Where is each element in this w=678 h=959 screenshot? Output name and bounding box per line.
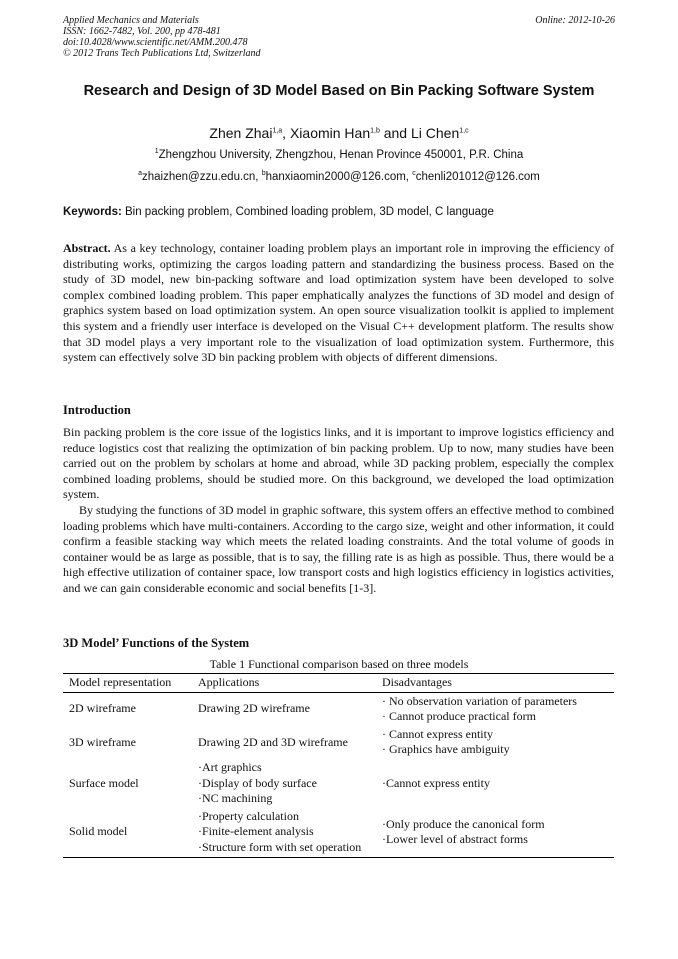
applications-cell [192, 759, 376, 808]
author-sup: 1,a [272, 127, 283, 135]
journal-header [63, 15, 261, 59]
author-separator: , [282, 125, 290, 141]
email-sup: a [138, 170, 142, 178]
disadvantages-cell [376, 808, 614, 857]
section-heading-3d-model: 3D Model’ Functions of the System [63, 636, 250, 650]
issn-line: ISSN: 1662-7482, Vol. 200, pp 478-481 [63, 26, 221, 37]
keywords-label: Keywords: [63, 206, 122, 218]
doi-line: doi:10.4028/www.scientific.net/AMM.200.478 [63, 37, 248, 48]
cell-line: · Cannot express entity [382, 726, 493, 741]
comparison-table [63, 673, 614, 858]
author-sup: 1,c [459, 127, 469, 135]
cell-line: ·Property calculation [198, 808, 299, 823]
table-header-row [63, 674, 614, 693]
online-date: Online: 2012-10-26 [535, 15, 615, 26]
cell-line: ·Structure form with set operation [198, 839, 362, 854]
cell-line: · No observation variation of parameters [382, 693, 577, 708]
column-header: Disadvantages [376, 674, 614, 693]
cell-line: ·Display of body surface [198, 775, 317, 790]
model-cell: 2D wireframe [69, 701, 136, 716]
author-list [0, 125, 678, 141]
email: chenli201012@126.com [415, 171, 540, 183]
journal-name: Applied Mechanics and Materials [63, 15, 199, 26]
cell-line: ·Art graphics [198, 759, 262, 774]
affiliation-text: Zhengzhou University, Zhengzhou, Henan Province 450001, P.R. China [158, 149, 524, 161]
model-cell: Solid model [63, 808, 192, 857]
table-row [63, 759, 614, 808]
disadvantages-cell [376, 759, 614, 808]
email: zhaizhen@zzu.edu.cn, [141, 171, 262, 183]
author-name: Xiaomin Han [289, 125, 371, 141]
applications-cell [192, 726, 376, 759]
email-sup: c [412, 170, 416, 178]
cell-line: Drawing 2D wireframe [198, 701, 310, 716]
affiliation-sup: 1 [154, 148, 159, 156]
table-row [63, 808, 614, 857]
disadvantages-cell [376, 692, 614, 726]
author-name: Li Chen [410, 125, 460, 141]
author-name: Zhen Zhai [209, 125, 273, 141]
copyright-line: © 2012 Trans Tech Publications Ltd, Switzerland [63, 48, 261, 59]
author-sup: 1,b [370, 127, 380, 135]
table-caption: Table 1 Functional comparison based on three models [209, 657, 469, 671]
abstract [63, 241, 614, 366]
cell-line: ·NC machining [198, 791, 273, 806]
model-cell: 3D wireframe [69, 734, 136, 749]
applications-cell [192, 808, 376, 857]
column-header: Applications [192, 674, 376, 693]
cell-line: · Cannot produce practical form [382, 709, 536, 724]
abstract-text: As a key technology, container loading problem plays an important role in improving the efficiency of distributing works, optimizing the cargos loading pattern and standardizing the business process. Based on the study of 3D model, new bin-packing software and load optimization system have been developed to solve complex combined loading problem. This paper emphatically analyzes the functions of 3D model and design of graphics system based on load optimization system. An open source visualization toolkit is applied to implement this system and a friendly user interface is developed on the Visual C++ development platform. The results show that 3D model plays a very important role to the visualization of load optimization system. Furthermore, this system can effectively solve 3D bin packing problem with objects of different dimensions. [63, 241, 614, 365]
keywords [63, 206, 494, 218]
cell-line: ·Cannot express entity [382, 775, 490, 790]
cell-line: ·Finite-element analysis [198, 824, 314, 839]
cell-line: ·Lower level of abstract forms [382, 832, 528, 847]
intro-paragraph-1: Bin packing problem is the core issue of the logistics links, and it is important to improve logistics efficiency and reduce logistics cost that realizing the optimization of bin packing problem. Up to now, many studies have been carried out on the problem by scholars at home and abroad, while 3D packing problem, especially the complex combined loading problems, should be studied more. On this background, we developed the load optimization system. [63, 425, 614, 502]
applications-cell [192, 692, 376, 726]
keywords-text: Bin packing problem, Combined loading problem, 3D model, C language [121, 206, 494, 218]
model-cell: Surface model [69, 775, 139, 790]
column-header: Model representation [63, 674, 192, 693]
email: hanxiaomin2000@126.com, [265, 171, 413, 183]
paper-title: Research and Design of 3D Model Based on Bin Packing Software System [83, 83, 595, 99]
affiliation [0, 149, 678, 161]
intro-paragraph-2: By studying the functions of 3D model in graphic software, this system offers an effective method to combined loading problems which have multi-containers. According to the cargo size, weight and other information, it could confirm a feasible stacking way which meets the related loading constraints. And the total volume of goods in container would be as large as possible, that is to say, the filling rate is as high as possible. Thus, there would be a high effective utilization of container space, low transport costs and high logistics efficiency in logistics activities, and we can gain considerable economic and social benefits [1-3]. [63, 503, 614, 595]
author-and: and [379, 125, 411, 141]
table-row [63, 726, 614, 759]
section-heading-introduction: Introduction [63, 403, 131, 417]
cell-line: ·Only produce the canonical form [382, 816, 545, 831]
email-list [0, 171, 678, 183]
table-row [63, 692, 614, 726]
email-sup: b [261, 170, 266, 178]
cell-line: Drawing 2D and 3D wireframe [198, 734, 348, 749]
abstract-label: Abstract. [63, 241, 111, 255]
cell-line: · Graphics have ambiguity [382, 742, 510, 757]
disadvantages-cell [376, 726, 614, 759]
